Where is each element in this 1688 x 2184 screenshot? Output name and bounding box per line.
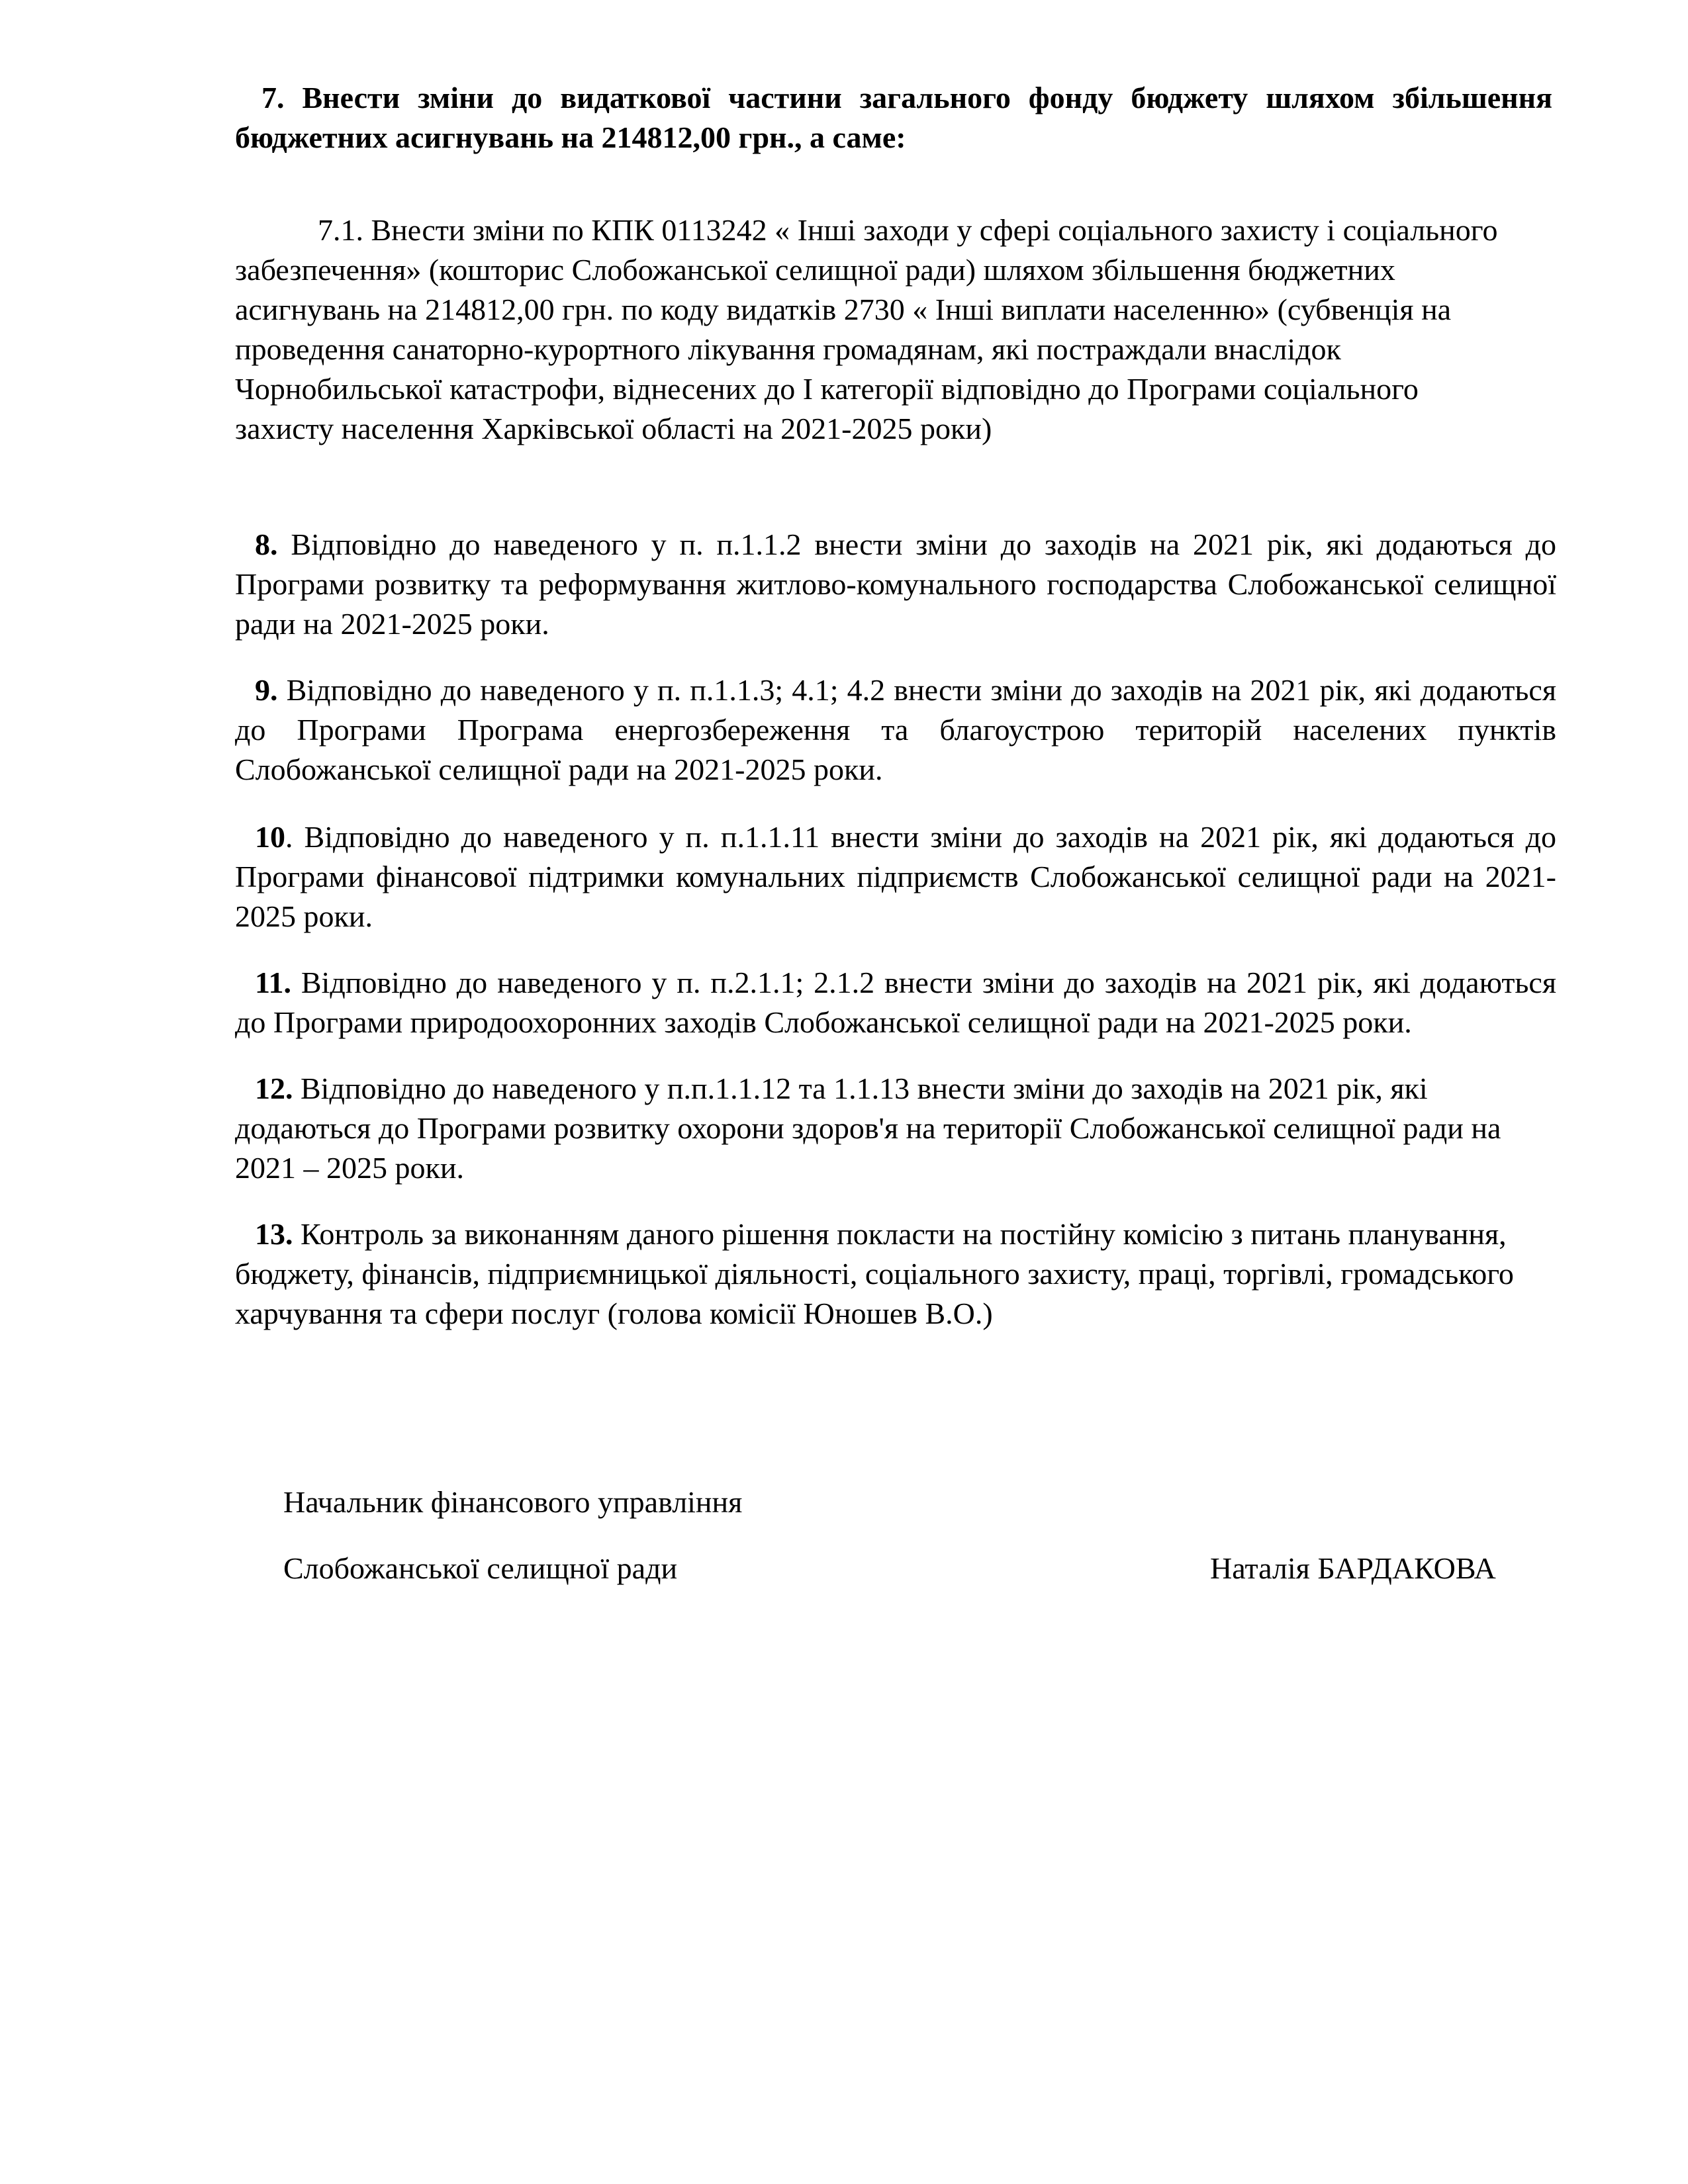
item-13-text: Контроль за виконанням даного рішення покласти на постійну комісію з питань планування, бюджету, фінансів, підприємницької діяльності, соціального захисту, праці, торгівлі, громадського харчування та сфери послуг (голова комісії Юношев В.О.)	[235, 1217, 1514, 1330]
item-10-number: 10	[255, 820, 285, 854]
item-13-number: 13.	[255, 1217, 293, 1251]
signature-line	[283, 1549, 1541, 1588]
item-9-text: Відповідно до наведеного у п. п.1.1.3; 4.1; 4.2 внести зміни до заходів на 2021 рік, які додаються до Програми Програма енергозбереження та благоустрою територій населених пунктів Слобожанської селищної ради на 2021-2025 роки.	[235, 673, 1556, 786]
item-11-text: Відповідно до наведеного у п. п.2.1.1; 2.1.2 внести зміни до заходів на 2021 рік, які додаються до Програми природоохоронних заходів Слобожанської селищної ради на 2021-2025 роки.	[235, 966, 1556, 1039]
item-10-paragraph	[235, 817, 1556, 936]
item-11-paragraph	[235, 963, 1556, 1042]
signatory-name: Наталія БАРДАКОВА	[1210, 1551, 1496, 1585]
section-7-1-paragraph: 7.1. Внести зміни по КПК 0113242 « Інші заходи у сфері соціального захисту і соціального забезпечення» (кошторис Слобожанської селищної ради) шляхом збільшення бюджетних асигнувань на 214812,00 грн. по коду видатків 2730 « Інші виплати населенню» (субвенція на проведення санаторно-курортного лікування громадянам, які постраждали внаслідок Чорнобильської катастрофи, віднесених до І категорії відповідно до Програми соціального захисту населення Харківської області на 2021-2025 роки)	[235, 213, 1498, 445]
item-10-text: . Відповідно до наведеного у п. п.1.1.11 внести зміни до заходів на 2021 рік, які додаються до Програми фінансової підтримки комунальних підприємств Слобожанської селищної ради на 2021-2025 роки.	[235, 820, 1556, 933]
document-body	[235, 78, 1556, 1334]
item-11-number: 11.	[255, 966, 291, 999]
item-8-paragraph	[235, 525, 1556, 644]
signature-block	[283, 1482, 1541, 1588]
section-7-heading: 7. Внести зміни до видаткової частини загального фонду бюджету шляхом збільшення бюджетних асигнувань на 214812,00 грн., а саме:	[235, 81, 1552, 154]
item-9-number: 9.	[255, 673, 278, 707]
item-8-number: 8.	[255, 527, 278, 561]
item-9-paragraph	[235, 670, 1556, 790]
item-12-paragraph	[235, 1069, 1519, 1188]
signature-position: Начальник фінансового управління	[283, 1485, 743, 1519]
item-8-text: Відповідно до наведеного у п. п.1.1.2 внести зміни до заходів на 2021 рік, які додаються до Програми розвитку та реформування житлово-комунального господарства Слобожанської селищної ради на 2021-2025 роки.	[235, 527, 1556, 641]
item-12-number: 12.	[255, 1071, 293, 1105]
signature-organization: Слобожанської селищної ради	[283, 1551, 678, 1585]
item-12-text: Відповідно до наведеного у п.п.1.1.12 та 1.1.13 внести зміни до заходів на 2021 рік, які додаються до Програми розвитку охорони здоров'я на території Слобожанської селищної ради на 2021 – 2025 роки.	[235, 1071, 1501, 1185]
item-13-paragraph	[235, 1214, 1519, 1334]
